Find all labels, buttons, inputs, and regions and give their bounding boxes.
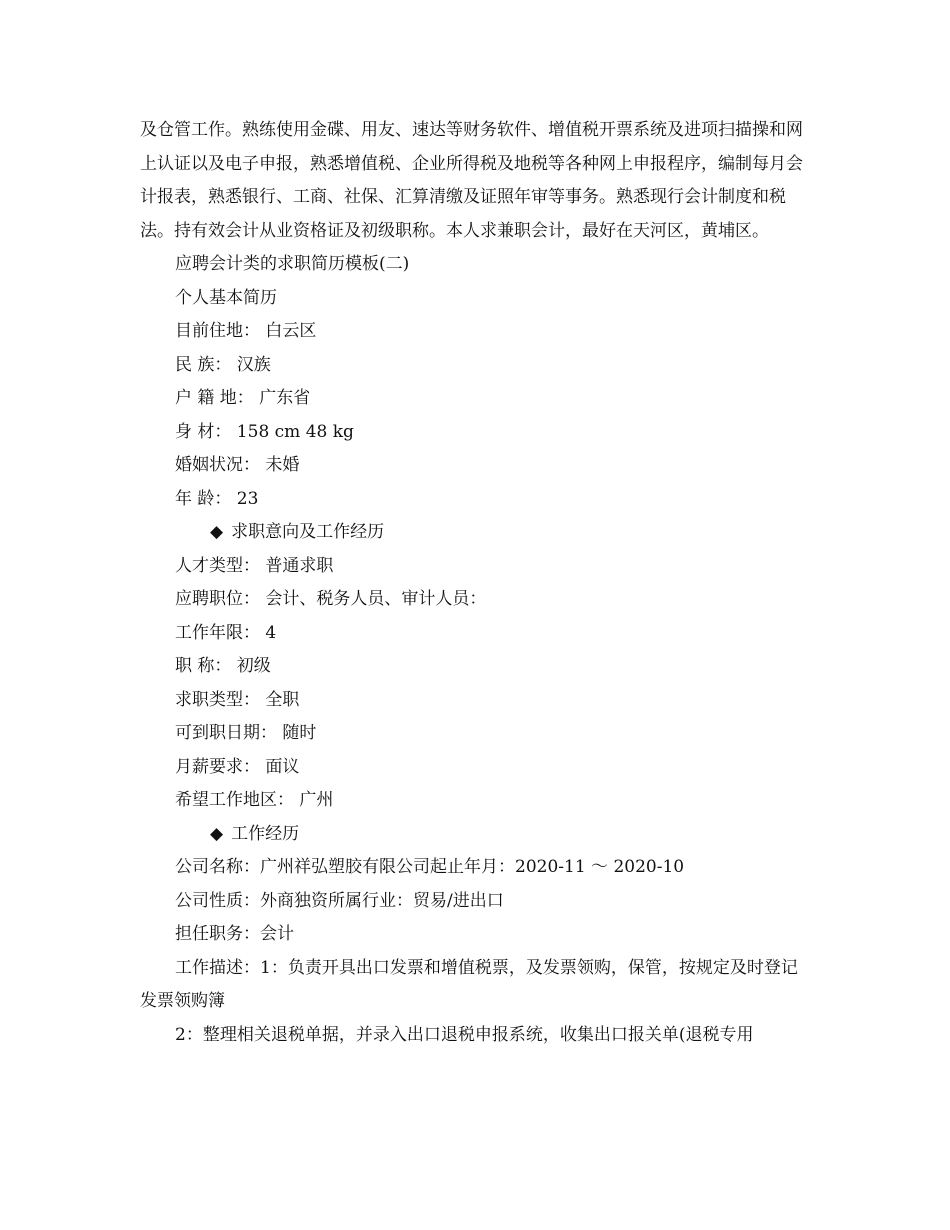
- intent-salary: 月薪要求： 面议: [175, 756, 300, 777]
- basic-info-heading: 个人基本简历: [175, 287, 277, 308]
- diamond-bullet-icon: ◆: [210, 522, 224, 542]
- basic-info-marital-status: 婚姻状况： 未婚: [175, 455, 300, 475]
- work-company-name: 公司名称：广州祥弘塑胶有限公司起止年月：2020-11 ～ 2020-10: [175, 857, 685, 877]
- work-position: 担任职务：会计: [175, 924, 294, 944]
- basic-info-build: 身 材： 158 cm 48 kg: [175, 421, 354, 442]
- intent-talent-type: 人才类型： 普通求职: [175, 555, 334, 576]
- work-history-heading: [140, 818, 812, 852]
- work-description-item-2: 2：整理相关退税单据，并录入出口退税申报系统，收集出口报关单(退税专用: [175, 1024, 754, 1045]
- diamond-bullet-icon: ◆: [210, 823, 224, 844]
- intent-start-date: 可到职日期： 随时: [175, 723, 317, 743]
- intent-location: 希望工作地区： 广州: [175, 790, 334, 810]
- template-title: 应聘会计类的求职简历模板(二): [175, 254, 410, 274]
- job-intent-heading: [140, 516, 812, 550]
- intent-applied-position: 应聘职位： 会计、税务人员、审计人员：: [175, 589, 487, 609]
- work-description: 工作描述：1：负责开具出口发票和增值税票，及发票领购，保管，按规定及时登记发票领购簿: [140, 957, 798, 1011]
- basic-info-residence: 目前住地： 白云区: [175, 321, 317, 341]
- intro-paragraph: 及仓管工作。熟练使用金碟、用友、速达等财务软件、增值税开票系统及进项扫描操和网上认证以及电子申报，熟悉增值税、企业所得税及地税等各种网上申报程序，编制每月会计报表，熟悉银行、工商、社保、汇算清缴及证照年审等事务。熟悉现行会计制度和税法。持有效会计从业资格证及初级职称。本人求兼职会计，最好在天河区，黄埔区。: [140, 120, 803, 241]
- work-company-type: 公司性质：外商独资所属行业：贸易/进出口: [175, 890, 504, 911]
- job-intent-heading-text: 求职意向及工作经历: [231, 522, 385, 542]
- basic-info-age: 年 龄： 23: [175, 488, 259, 509]
- intent-job-type: 求职类型： 全职: [175, 689, 300, 710]
- intent-title: 职 称： 初级: [175, 656, 271, 676]
- intent-work-years: 工作年限： 4: [175, 622, 277, 643]
- document-body: [140, 114, 812, 1052]
- work-history-heading-text: 工作经历: [231, 823, 300, 844]
- basic-info-ethnicity: 民 族： 汉族: [175, 354, 271, 375]
- basic-info-hometown: 户 籍 地： 广东省: [175, 388, 311, 408]
